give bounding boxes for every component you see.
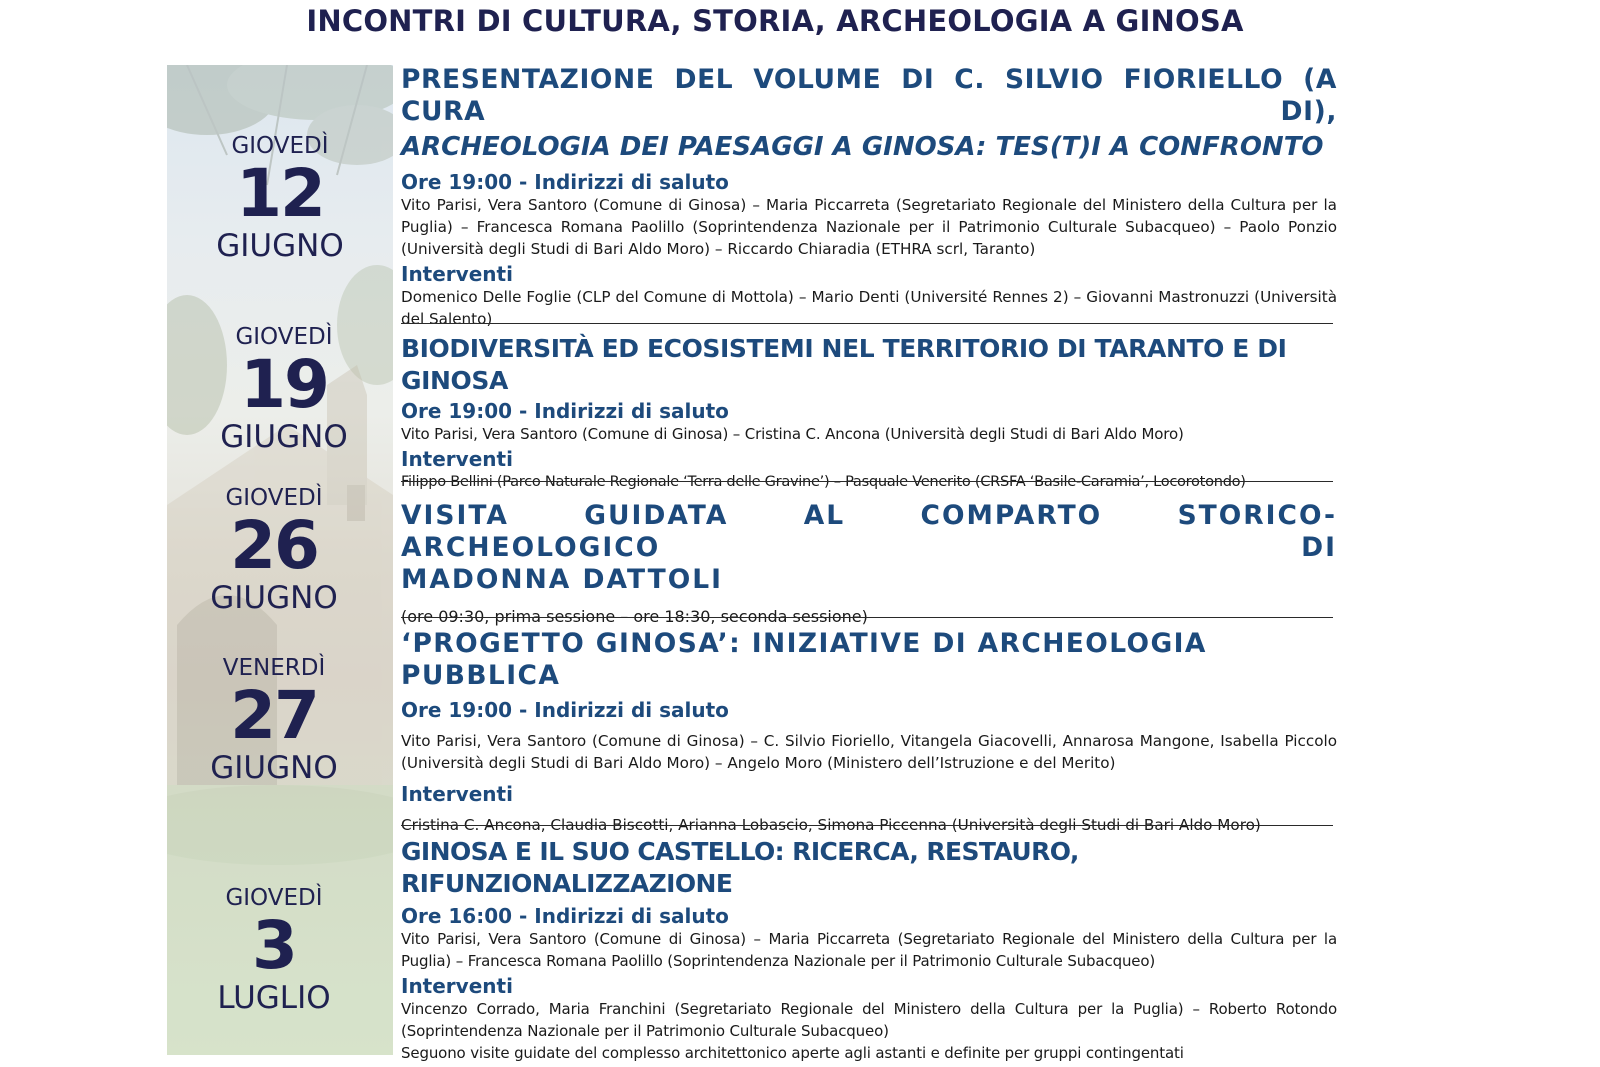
event-title: GINOSA E IL SUO CASTELLO: RICERCA, RESTAURO, RIFUNZIONALIZZAZIONE xyxy=(401,837,1079,898)
talks-text: Filippo Bellini (Parco Naturale Regionale ‘Terra delle Gravine’) – Pasquale Venerito (CRSFA ‘Basile-Caramia’, Locorotondo) xyxy=(401,473,1246,490)
greeting-text: Vito Parisi, Vera Santoro (Comune di Ginosa) – C. Silvio Fioriello, Vitangela Giacovelli, Annarosa Mangone, Isabella Piccolo (Università degli Studi di Bari Aldo Moro) – Angelo Moro (Ministero dell’Istruzione e del Merito) xyxy=(401,732,1337,772)
date-number: 19 xyxy=(240,346,328,423)
date-number: 26 xyxy=(230,507,318,584)
talks-text: Cristina C. Ancona, Claudia Biscotti, Arianna Lobascio, Simona Piccenna (Università degli Studi di Bari Aldo Moro) xyxy=(401,816,1261,834)
photo-column xyxy=(167,65,393,1055)
date-month: GIUGNO xyxy=(210,580,338,616)
event-title: ‘PROGETTO GINOSA’: INIZIATIVE DI ARCHEOLOGIA PUBBLICA xyxy=(401,628,1207,691)
date-3-luglio xyxy=(167,885,387,1015)
talks-heading: Interventi xyxy=(401,782,513,806)
greeting-text: Vito Parisi, Vera Santoro (Comune di Ginosa) – Cristina C. Ancona (Università degli Studi di Bari Aldo Moro) xyxy=(401,425,1184,443)
divider xyxy=(401,323,1333,324)
date-19-giugno xyxy=(171,324,393,454)
event-subtitle: ARCHEOLOGIA DEI PAESAGGI A GINOSA: TES(T)I A CONFRONTO xyxy=(401,132,1324,162)
closing-text: Seguono visite guidate del complesso architettonico aperte agli astanti e definite per gruppi contingentati xyxy=(401,1044,1184,1062)
event-guided-visit xyxy=(401,500,1337,628)
talks-heading: Interventi xyxy=(401,262,513,286)
divider xyxy=(401,825,1333,826)
greeting-heading: Ore 16:00 - Indirizzi di saluto xyxy=(401,904,729,928)
event-progetto-ginosa xyxy=(401,628,1337,836)
greeting-heading: Ore 19:00 - Indirizzi di saluto xyxy=(401,399,729,423)
page-title: INCONTRI DI CULTURA, STORIA, ARCHEOLOGIA A GINOSA xyxy=(306,4,1244,38)
divider xyxy=(401,481,1333,482)
date-month: GIUGNO xyxy=(220,419,348,455)
date-26-giugno xyxy=(167,485,387,615)
date-12-giugno xyxy=(167,133,393,263)
event-book-presentation xyxy=(401,64,1337,330)
date-weekday: GIOVEDÌ xyxy=(225,485,323,511)
talks-heading: Interventi xyxy=(401,974,513,998)
divider xyxy=(401,617,1333,618)
date-weekday: GIOVEDÌ xyxy=(225,885,323,911)
date-27-giugno xyxy=(167,655,387,785)
date-month: GIUGNO xyxy=(210,750,338,786)
talks-text: Vincenzo Corrado, Maria Franchini (Segretariato Regionale del Ministero della Cultura per la Puglia) – Roberto Rotondo (Soprintendenza Nazionale per il Patrimonio Culturale Subacqueo) xyxy=(401,1000,1337,1040)
talks-text: Domenico Delle Foglie (CLP del Comune di Mottola) – Mario Denti (Université Rennes 2) – Giovanni Mastronuzzi (Università del Salento) xyxy=(401,288,1337,328)
event-castello xyxy=(401,836,1337,1064)
greeting-heading: Ore 19:00 - Indirizzi di saluto xyxy=(401,170,729,194)
date-month: GIUGNO xyxy=(216,228,344,264)
date-number: 27 xyxy=(230,677,318,754)
event-note: (ore 09:30, prima sessione – ore 18:30, seconda sessione) xyxy=(401,607,868,626)
date-number: 3 xyxy=(252,907,296,984)
event-title: VISITA GUIDATA AL COMPARTO STORICO-ARCHEOLOGICO DI xyxy=(401,500,1337,563)
event-biodiversity xyxy=(401,333,1337,493)
date-weekday: VENERDÌ xyxy=(222,655,326,681)
talks-heading: Interventi xyxy=(401,447,513,471)
greeting-text: Vito Parisi, Vera Santoro (Comune di Ginosa) – Maria Piccarreta (Segretariato Regionale del Ministero della Cultura per la Puglia) – Francesca Romana Paolillo (Soprintendenza Nazionale per il Patrimonio Culturale Subacqueo) – Paolo Ponzio (Università degli Studi di Bari Aldo Moro) – Riccardo Chiaradia (ETHRA scrl, Taranto) xyxy=(401,196,1337,258)
date-month: LUGLIO xyxy=(217,980,331,1016)
date-weekday: GIOVEDÌ xyxy=(235,324,333,350)
date-number: 12 xyxy=(236,155,324,232)
event-title: PRESENTAZIONE DEL VOLUME DI C. SILVIO FIORIELLO (A CURA DI), xyxy=(401,64,1337,127)
event-title: BIODIVERSITÀ ED ECOSISTEMI NEL TERRITORIO DI TARANTO E DI GINOSA xyxy=(401,334,1287,395)
date-weekday: GIOVEDÌ xyxy=(231,133,329,159)
greeting-text: Vito Parisi, Vera Santoro (Comune di Ginosa) – Maria Piccarreta (Segretariato Regionale del Ministero della Cultura per la Puglia) – Francesca Romana Paolillo (Soprintendenza Nazionale per il Patrimonio Culturale Subacqueo) xyxy=(401,930,1337,970)
greeting-heading: Ore 19:00 - Indirizzi di saluto xyxy=(401,698,729,722)
event-title-continued: MADONNA DATTOLI xyxy=(401,564,723,595)
